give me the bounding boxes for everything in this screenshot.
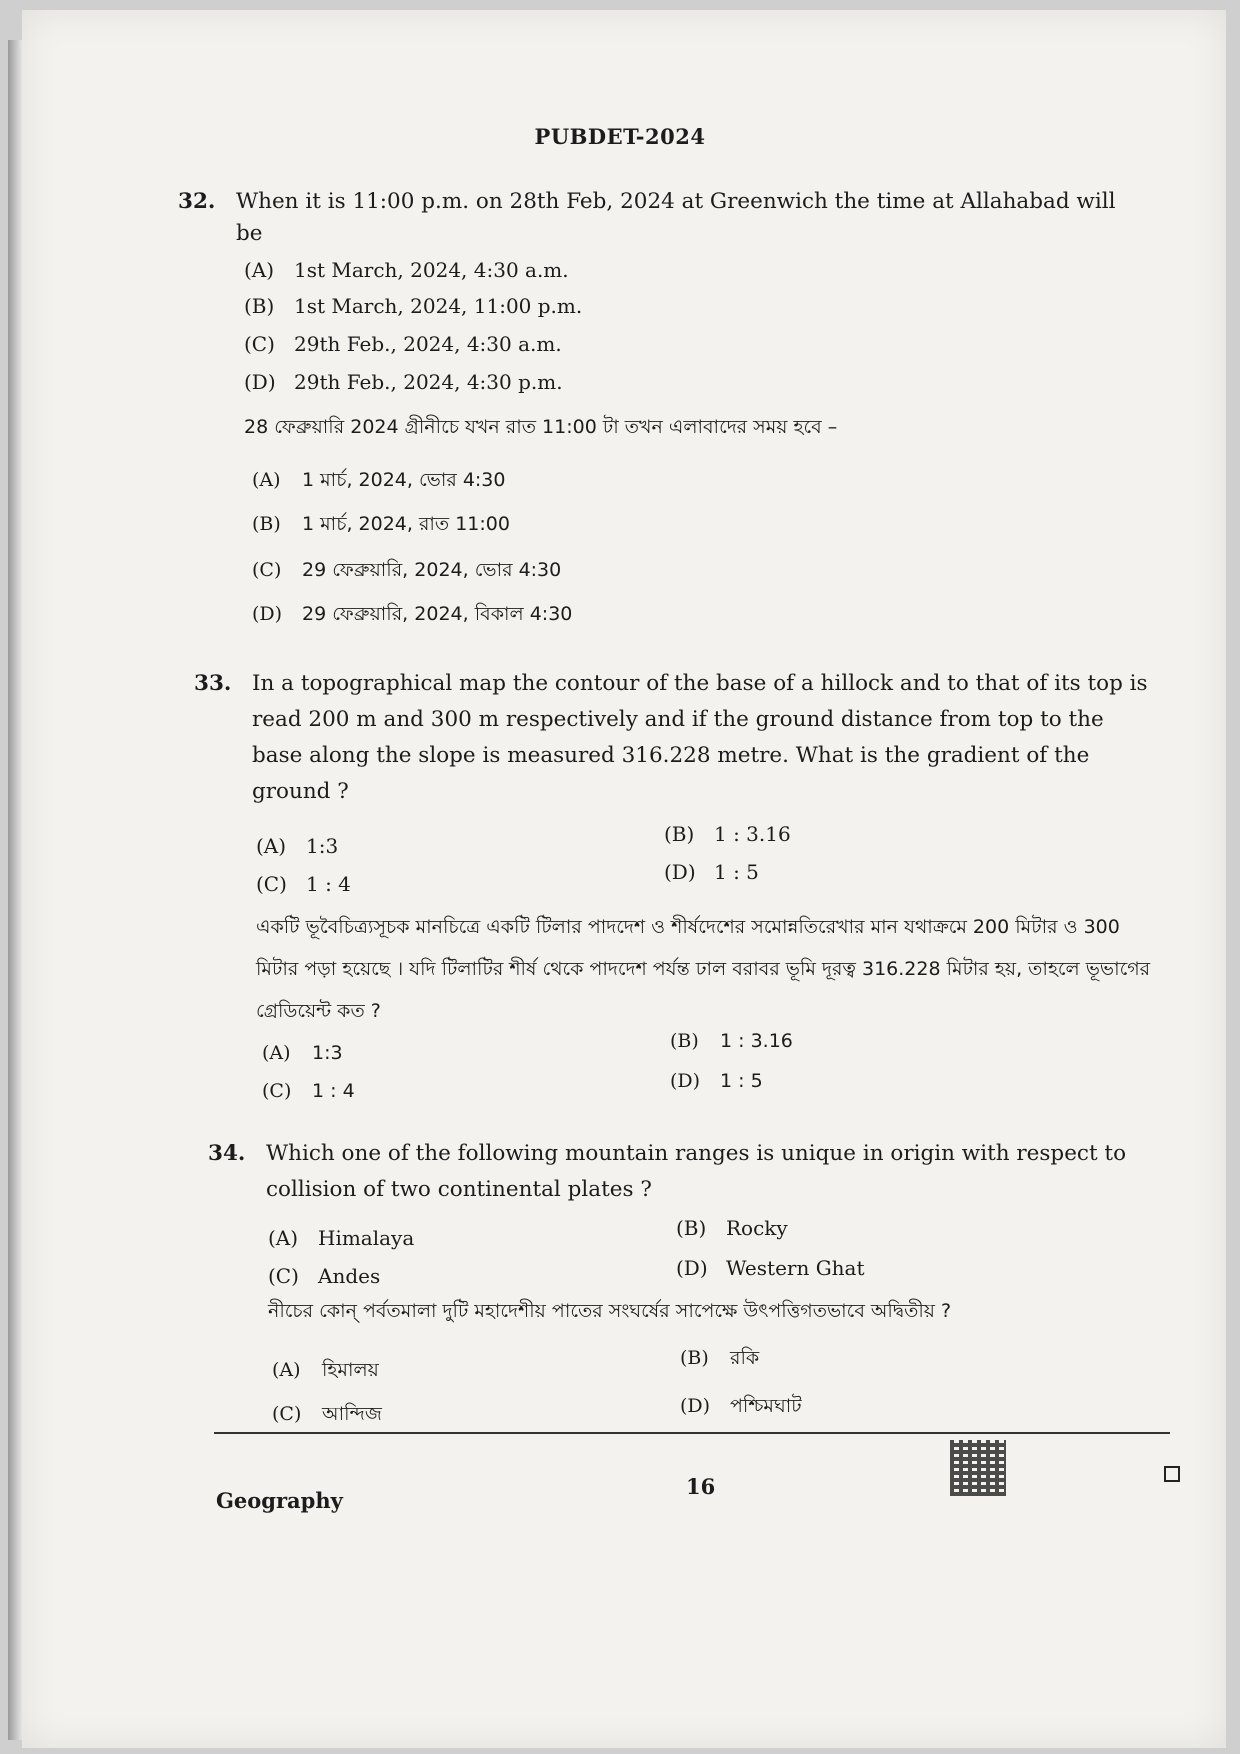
option-en-d: (D) 29th Feb., 2024, 4:30 p.m. <box>244 370 563 394</box>
option-en-c: (C) Andes <box>268 1264 381 1288</box>
option-bn-c: (C) আন্দিজ <box>272 1403 382 1425</box>
exam-page <box>22 10 1226 1748</box>
option-bn-b: (B) 1 মার্চ, 2024, রাত 11:00 <box>252 513 510 535</box>
option-bn-b: (B) রকি <box>680 1347 760 1369</box>
question-number: 33. <box>194 671 232 696</box>
option-bn-a: (A) 1:3 <box>262 1042 343 1064</box>
option-en-d: (D) Western Ghat <box>676 1256 865 1280</box>
question-33 <box>194 666 1158 810</box>
option-en-b: (B) 1 : 3.16 <box>664 822 791 846</box>
question-number: 32. <box>178 189 216 214</box>
option-bn-a: (A) হিমালয় <box>272 1359 379 1381</box>
corner-marker <box>1164 1466 1180 1482</box>
question-text-en: When it is 11:00 p.m. on 28th Feb, 2024 at Greenwich the time at Allahabad will be <box>236 189 1116 246</box>
option-en-d: (D) 1 : 5 <box>664 860 759 884</box>
question-34 <box>208 1136 1174 1208</box>
option-bn-d: (D) পশ্চিমঘাট <box>680 1395 802 1417</box>
option-bn-c: (C) 29 ফেব্রুয়ারি, 2024, ভোর 4:30 <box>252 559 562 581</box>
question-text-bn: 28 ফেব্রুয়ারি 2024 গ্রীনীচে যখন রাত 11:00 টা তখন এলাবাদের সময় হবে – <box>244 416 838 438</box>
option-bn-c: (C) 1 : 4 <box>262 1080 355 1102</box>
option-en-a: (A) Himalaya <box>268 1226 415 1250</box>
question-text-en: In a topographical map the contour of the base of a hillock and to that of its top is read 200 m and 300 m respectively and if the ground distance from top to the base along the slope is measured 316.228 metre. What is the gradient of the ground ? <box>252 671 1148 804</box>
question-text-en: Which one of the following mountain ranges is unique in origin with respect to collision of two continental plates ? <box>266 1141 1127 1202</box>
option-en-b: (B) 1st March, 2024, 11:00 p.m. <box>244 294 583 318</box>
qr-code <box>950 1440 1006 1496</box>
option-en-c: (C) 1 : 4 <box>256 872 351 896</box>
option-en-a: (A) 1:3 <box>256 834 339 858</box>
question-text-bn: নীচের কোন্ পর্বতমালা দুটি মহাদেশীয় পাতের সংঘর্ষের সাপেক্ষে উৎপত্তিগতভাবে অদ্বিতীয় ? <box>268 1300 952 1322</box>
footer-subject: Geography <box>216 1488 343 1513</box>
question-32 <box>178 186 1138 250</box>
option-en-c: (C) 29th Feb., 2024, 4:30 a.m. <box>244 332 562 356</box>
page-header: PUBDET-2024 <box>534 124 706 149</box>
question-number: 34. <box>208 1141 246 1166</box>
option-bn-a: (A) 1 মার্চ, 2024, ভোর 4:30 <box>252 469 506 491</box>
option-en-a: (A) 1st March, 2024, 4:30 a.m. <box>244 258 569 282</box>
page-edge <box>8 40 22 1740</box>
option-bn-d: (D) 1 : 5 <box>670 1070 763 1092</box>
option-bn-d: (D) 29 ফেব্রুয়ারি, 2024, বিকাল 4:30 <box>252 603 573 625</box>
footer-rule <box>214 1432 1170 1434</box>
footer-page-number: 16 <box>686 1474 716 1499</box>
question-text-bn: একটি ভূবৈচিত্র্যসূচক মানচিত্রে একটি টিলার পাদদেশ ও শীর্ষদেশের সমোন্নতিরেখার মান যথাক্রমে 200 মিটার ও 300 মিটার পড়া হয়েছে । যদি টিলাটির শীর্ষ থেকে পাদদেশ পর্যন্ত ঢাল বরাবর ভূমি দূরত্ব 316.228 মিটার হয়, তাহলে ভূভাগের গ্রেডিয়েন্ট কত ? <box>256 916 1151 1022</box>
option-bn-b: (B) 1 : 3.16 <box>670 1030 793 1052</box>
option-en-b: (B) Rocky <box>676 1216 788 1240</box>
